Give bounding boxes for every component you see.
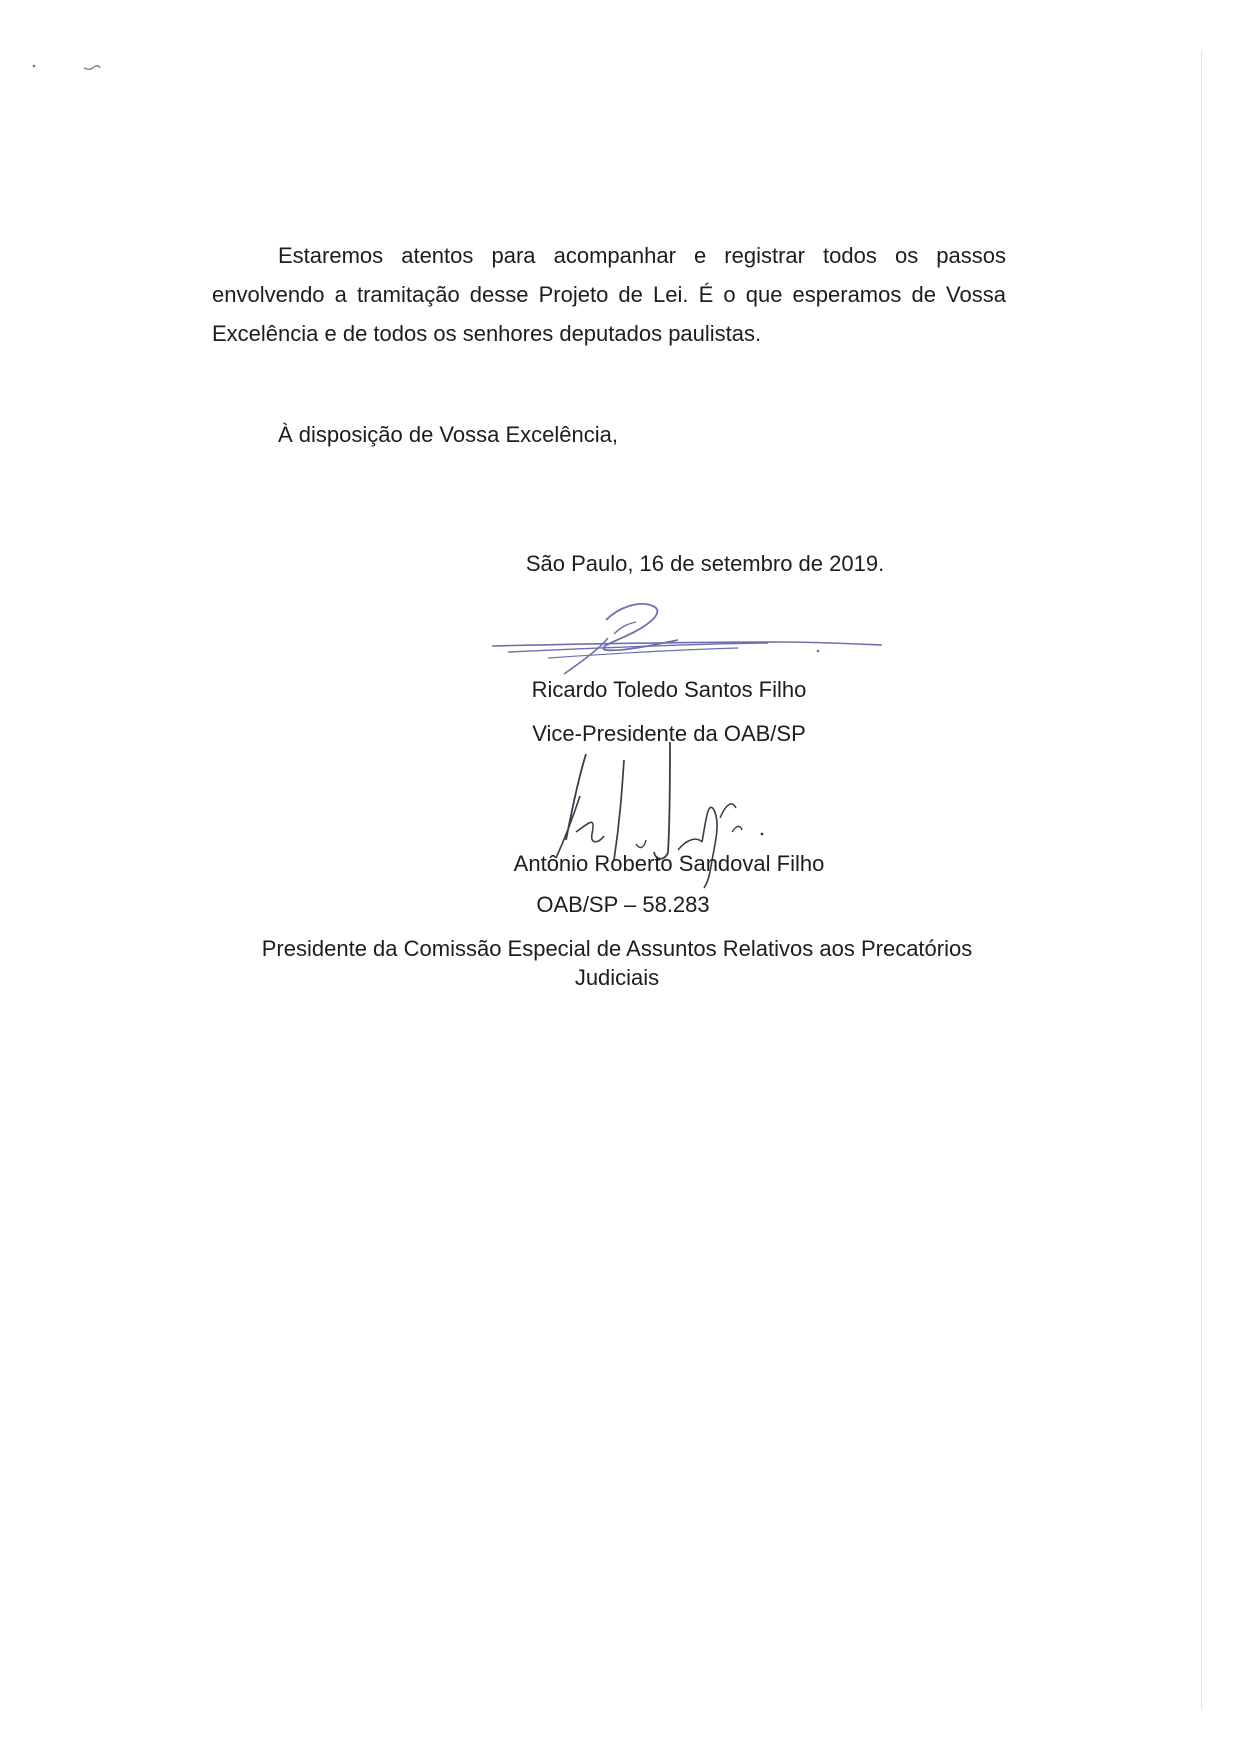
signatory-1-name: Ricardo Toledo Santos Filho — [531, 677, 807, 702]
scan-edge-line — [1201, 50, 1202, 1710]
signatory-2-name: Antônio Roberto Sandoval Filho — [513, 851, 825, 876]
date-line: São Paulo, 16 de setembro de 2019. — [525, 551, 885, 576]
paragraph-tracking-bill: Estaremos atentos para acompanhar e registrar todos os passos envolvendo a tramitação desse Projeto de Lei. É o que esperamos de Vossa Excelência e de todos os senhores deputados paulistas. — [212, 243, 1006, 346]
signatory-2-role-line-2: Judiciais — [574, 965, 660, 990]
signatory-1-role: Vice-Presidente da OAB/SP — [532, 721, 806, 746]
paragraph-closing-salutation: À disposição de Vossa Excelência, — [278, 422, 618, 447]
signature-ricardo-toledo — [488, 598, 884, 678]
signatory-2-registration: OAB/SP – 58.283 — [536, 892, 710, 917]
signatory-2-role-line-1: Presidente da Comissão Especial de Assuntos Relativos aos Precatórios — [261, 936, 973, 961]
scan-artifact-mark — [28, 56, 108, 76]
